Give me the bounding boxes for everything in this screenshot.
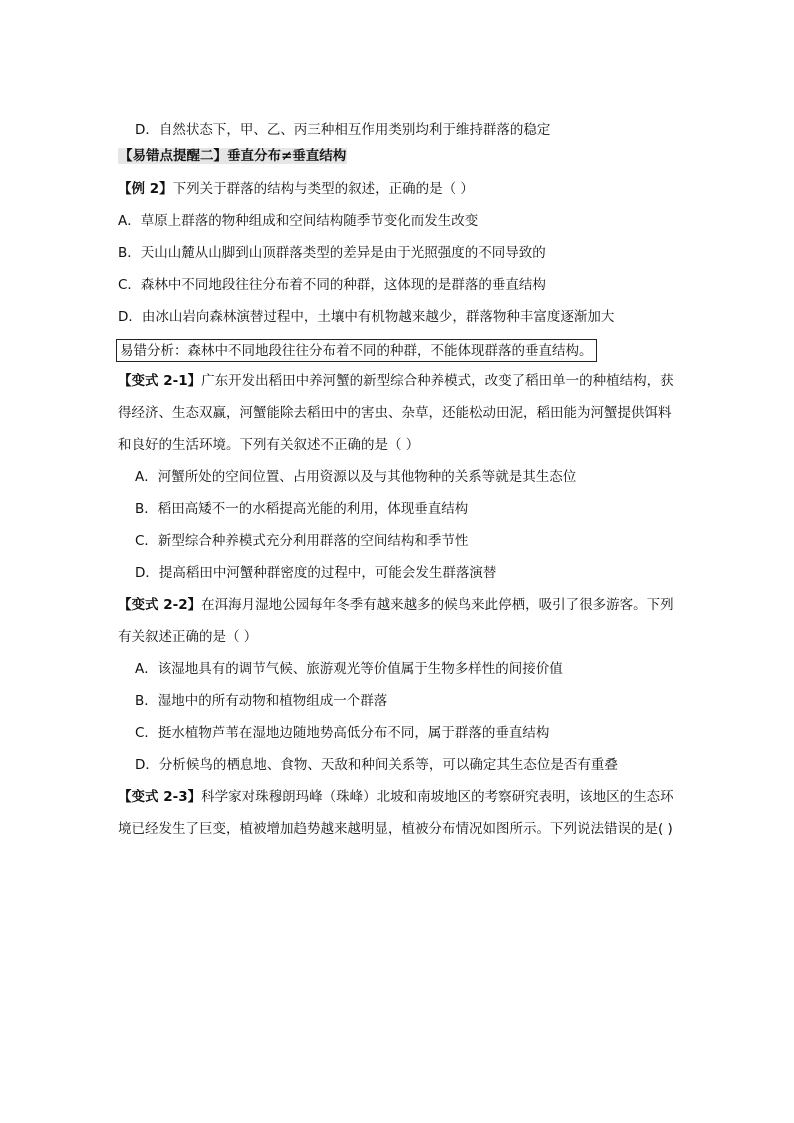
variant22-option-b: B．湿地中的所有动物和植物组成一个群落 <box>135 693 388 709</box>
variant21-stem-line2: 得经济、生态双赢，河蟹能除去稻田中的害虫、杂草，还能松动田泥，稻田能为河蟹提供饵料 <box>118 405 672 421</box>
variant22-option-a: A．该湿地具有的调节气候、旅游观光等价值属于生物多样性的间接价值 <box>135 661 563 677</box>
variant21-tag: 【变式 2-1】 <box>118 373 202 389</box>
variant23-stem-line1 <box>118 787 674 807</box>
variant22-option-d: D．分析候鸟的栖息地、食物、天敌和种间关系等，可以确定其生态位是否有重叠 <box>135 757 618 773</box>
example2-error-analysis: 易错分析：森林中不同地段往往分布着不同的种群，不能体现群落的垂直结构。 <box>116 339 597 362</box>
variant22-option-c: C．挺水植物芦苇在湿地边随地势高低分布不同，属于群落的垂直结构 <box>135 725 550 741</box>
example2-option-c: C．森林中不同地段往往分布着不同的种群，这体现的是群落的垂直结构 <box>118 277 546 293</box>
variant21-option-b: B．稻田高矮不一的水稻提高光能的利用，体现垂直结构 <box>135 501 469 517</box>
variant21-line1-text: 广东开发出稻田中养河蟹的新型综合种养模式，改变了稻田单一的种植结构，获 <box>201 373 674 389</box>
variant21-option-a: A．河蟹所处的空间位置、占用资源以及与其他物种的关系等就是其生态位 <box>135 469 577 485</box>
variant21-option-c: C．新型综合种养模式充分利用群落的空间结构和季节性 <box>135 533 469 549</box>
section-heading <box>118 146 347 166</box>
example2-stem <box>118 179 474 199</box>
variant21-stem-line3: 和良好的生活环境。下列有关叙述不正确的是（ ） <box>118 437 420 453</box>
variant22-stem-line1 <box>118 595 674 615</box>
example2-tag: 【例 2】 <box>118 181 173 197</box>
section-heading-text: 【易错点提醒二】垂直分布≠垂直结构 <box>119 148 347 164</box>
variant22-line1-text: 在洱海月湿地公园每年冬季有越来越多的候鸟来此停栖，吸引了很多游客。下列 <box>201 597 674 613</box>
variant21-stem-line1 <box>118 371 674 391</box>
variant21-option-d: D．提高稻田中河蟹种群密度的过程中，可能会发生群落演替 <box>135 565 497 581</box>
variant23-line1-text: 科学家对珠穆朗玛峰（珠峰）北坡和南坡地区的考察研究表明，该地区的生态环 <box>201 789 674 805</box>
example2-option-b: B．天山山麓从山脚到山顶群落类型的差异是由于光照强度的不同导致的 <box>118 245 546 261</box>
option-d-prev: D．自然状态下，甲、乙、丙三种相互作用类别均利于维持群落的稳定 <box>135 122 551 138</box>
variant23-tag: 【变式 2-3】 <box>118 789 202 805</box>
variant23-stem-line2: 境已经发生了巨变，植被增加趋势越来越明显，植被分布情况如图所示。下列说法错误的是( ) <box>118 821 673 837</box>
example2-stem-text: 下列关于群落的结构与类型的叙述，正确的是（ ） <box>172 181 474 197</box>
example2-option-d: D．由冰山岩向森林演替过程中，土壤中有机物越来越少，群落物种丰富度逐渐加大 <box>118 309 615 325</box>
variant22-tag: 【变式 2-2】 <box>118 597 202 613</box>
variant22-stem-line2: 有关叙述正确的是（ ） <box>118 629 258 645</box>
example2-option-a: A．草原上群落的物种组成和空间结构随季节变化而发生改变 <box>118 213 479 229</box>
